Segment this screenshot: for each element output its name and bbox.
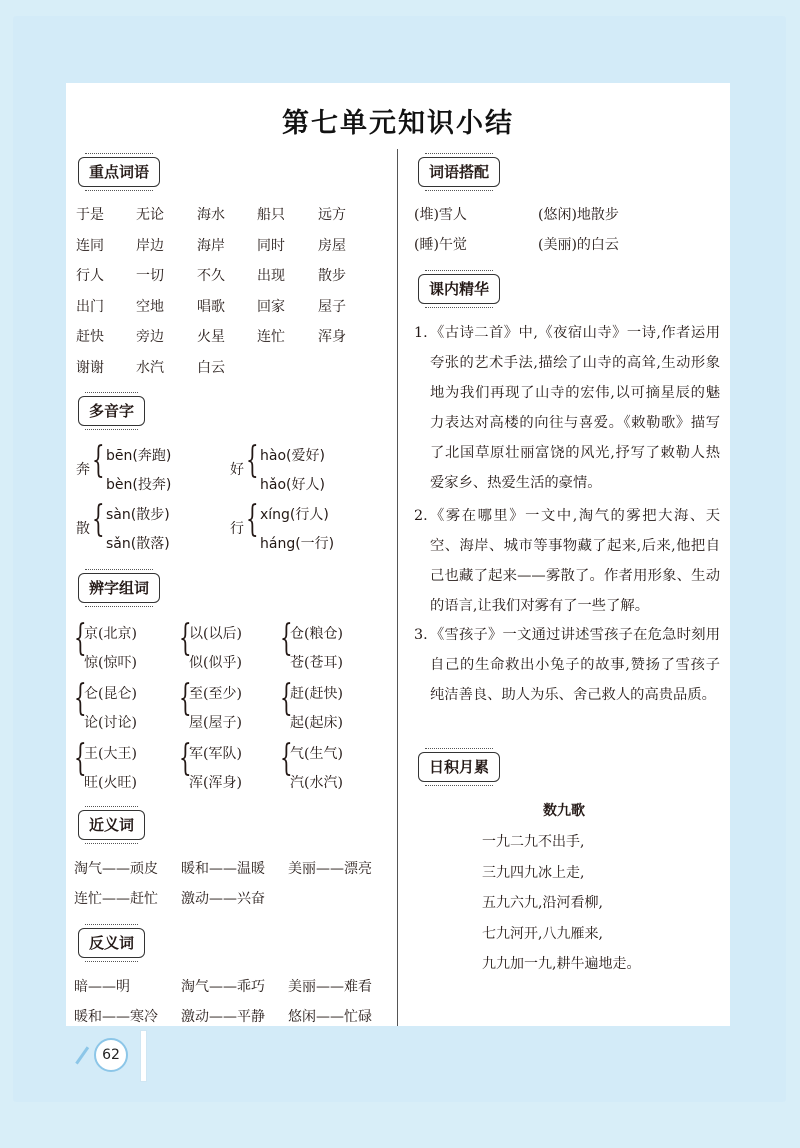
distinguish-word: 军(军队) [189,746,242,762]
synonym-pair: 激动——兴奋 [181,891,265,907]
key-word: 出现 [257,268,285,284]
essence-heading: 课内精华 [418,274,500,304]
brace-icon: { [74,738,87,779]
page-title: 第七单元知识小结 [282,108,514,139]
polyphone-char: 好 [230,462,244,478]
distinguish-word: 起(起床) [290,715,343,731]
key-word: 同时 [257,237,285,254]
antonym-pair: 暗——明 [74,979,130,995]
polyphone-char: 行 [230,521,244,537]
distinguish-word: 旺(火旺) [84,775,137,791]
synonym-pair: 暖和——温暖 [181,861,265,877]
poem-line: 五九六九,沿河看柳, [482,895,603,911]
distinguish-word: 屋(屋子) [189,715,242,731]
distinguish-word: 仓(粮仓) [290,626,343,642]
key-word: 于是 [76,207,104,223]
polyphone-char: 奔 [76,462,90,478]
antonyms-heading: 反义词 [78,928,145,958]
daily-heading: 日积月累 [418,752,500,782]
essence-item [414,501,720,621]
distinguish-word: 汽(水汽) [290,775,343,791]
polyphone-reading: bēn(奔跑) [106,448,172,464]
key-word: 海水 [197,207,225,223]
key-word: 谢谢 [76,359,104,376]
column-divider [397,149,398,1026]
distinguish-word: 赶(赶快) [290,686,343,702]
key-words-heading: 重点词语 [78,157,160,187]
brace-icon: { [74,618,87,659]
poem-line: 一九二九不出手, [482,834,585,850]
collocation: (悠闲)地散步 [538,207,619,223]
essence-item [414,620,720,710]
brace-icon: { [280,738,293,779]
collocation: (睡)午觉 [414,237,467,253]
essence-number: 2. [414,508,428,524]
poem-line: 九九加一九,耕牛遍地走。 [482,956,641,972]
key-word: 水汽 [136,359,164,376]
key-word: 出门 [76,298,104,315]
brace-icon: { [179,678,192,719]
distinguish-word: 论(讨论) [84,715,137,731]
polyphone-reading: háng(一行) [260,536,335,552]
synonym-pair: 美丽——漂亮 [288,861,372,877]
synonym-pair: 淘气——顽皮 [74,861,158,877]
poem-line: 七九河开,八九雁来, [482,925,603,942]
polyphone-reading: xíng(行人) [260,507,329,523]
worksheet [66,83,730,1026]
essence-text: 《古诗二首》中,《夜宿山寺》一诗,作者运用夸张的艺术手法,描绘了山寺的高耸,生动形象地为我们再现了山寺的宏伟,以可摘星辰的魅力表达对高楼的向往与喜爱。《敕勒歌》描写了北国草原壮丽富饶的风光,抒写了敕勒人热爱家乡、热爱生活的豪情。 [430,325,720,491]
key-word: 连忙 [257,329,285,345]
key-word: 浑身 [318,329,346,345]
collocations-heading: 词语搭配 [418,157,500,187]
key-word: 无论 [136,207,164,223]
essence-number: 3. [414,627,428,643]
page-number: 62 [94,1038,128,1072]
key-word: 连同 [76,237,104,254]
antonyms-list [66,83,397,1026]
brace-icon: { [246,440,259,481]
key-word: 唱歌 [197,298,225,315]
polyphone-reading: hǎo(好人) [260,477,325,493]
distinguish-heading: 辨字组词 [78,573,160,603]
polyphone-char: 散 [76,521,90,537]
collocation: (堆)雪人 [414,207,467,223]
essence-number: 1. [414,325,428,341]
polyphone-reading: hào(爱好) [260,448,325,464]
antonym-pair: 美丽——难看 [288,979,372,995]
antonym-pair: 暖和——寒冷 [74,1009,158,1025]
key-word: 散步 [318,268,346,284]
key-word: 白云 [197,359,225,376]
brace-icon: { [280,618,293,659]
brace-icon: { [92,440,105,481]
poem-title: 数九歌 [543,803,585,819]
brace-icon: { [92,499,105,540]
poem-line: 三九四九冰上走, [482,864,585,881]
distinguish-word: 至(至少) [189,686,242,702]
distinguish-word: 苍(苍耳) [290,655,343,671]
distinguish-word: 以(以后) [189,626,242,642]
distinguish-word: 惊(惊吓) [84,655,137,671]
distinguish-word: 仑(昆仑) [84,686,137,702]
distinguish-word: 似(似乎) [189,655,242,671]
synonyms-heading: 近义词 [78,810,145,840]
antonym-pair: 淘气——乖巧 [181,979,265,995]
collocation: (美丽)的白云 [538,237,619,253]
key-word: 一切 [136,268,164,284]
footer-bar-decoration [140,1030,147,1082]
key-word: 回家 [257,298,285,315]
synonym-pair: 连忙——赶忙 [74,891,158,907]
antonym-pair: 激动——平静 [181,1009,265,1025]
key-word: 岸边 [136,237,164,254]
key-word: 房屋 [318,237,346,254]
brace-icon: { [280,678,293,719]
distinguish-word: 王(大王) [84,746,137,762]
key-word: 火星 [197,329,225,345]
key-word: 旁边 [136,329,164,345]
polyphones-heading: 多音字 [78,396,145,426]
key-word: 行人 [76,268,104,284]
key-word: 远方 [318,207,346,223]
distinguish-word: 浑(浑身) [189,775,242,791]
polyphone-reading: sǎn(散落) [106,536,170,552]
polyphone-reading: bèn(投奔) [106,477,172,493]
essence-item [414,318,720,498]
key-word: 不久 [197,268,225,284]
key-word: 空地 [136,298,164,315]
brace-icon: { [246,499,259,540]
distinguish-word: 京(北京) [84,626,137,642]
key-word: 船只 [257,207,285,223]
essence-text: 《雾在哪里》一文中,淘气的雾把大海、天空、海岸、城市等事物藏了起来,后来,他把自己也藏了起来——雾散了。作者用形象、生动的语言,让我们对雾有了一些了解。 [430,508,720,614]
key-word: 海岸 [197,237,225,254]
polyphone-reading: sàn(散步) [106,507,170,523]
key-word: 屋子 [318,298,346,315]
distinguish-word: 气(生气) [290,746,343,762]
antonym-pair: 悠闲——忙碌 [288,1009,372,1025]
brace-icon: { [179,738,192,779]
brace-icon: { [179,618,192,659]
brace-icon: { [74,678,87,719]
essence-text: 《雪孩子》一文通过讲述雪孩子在危急时刻用自己的生命救出小兔子的故事,赞扬了雪孩子纯洁善良、助人为乐、舍己救人的高贵品质。 [430,627,720,703]
key-word: 赶快 [76,329,104,345]
